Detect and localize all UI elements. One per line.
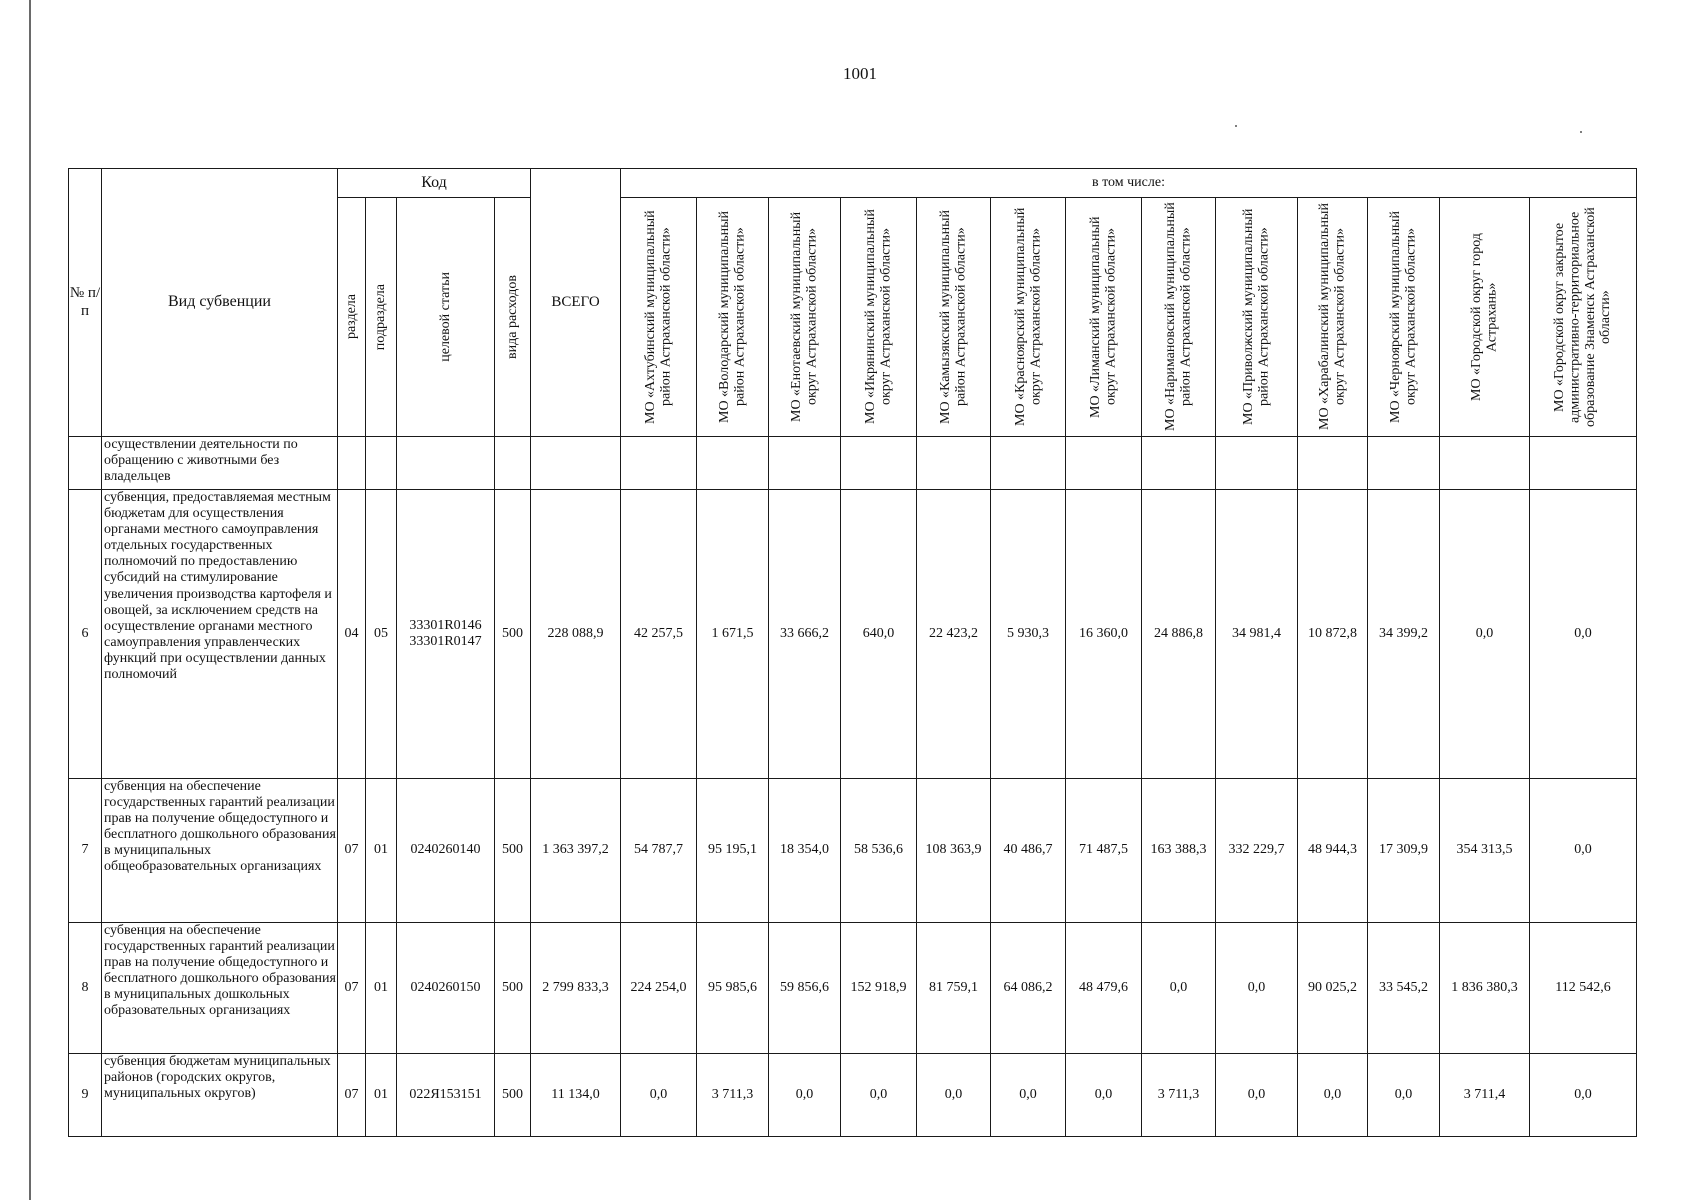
left-margin-rule: [29, 0, 31, 1200]
municipality-value: 0,0: [841, 1054, 917, 1137]
municipality-value: 18 354,0: [769, 779, 841, 923]
municipality-value: 58 536,6: [841, 779, 917, 923]
subsidy-type: субвенция, предоставляемая местным бюджетам для осуществления органами местного самоуправления отдельных государственных полномочий по предоставлению субсидий на стимулирование увеличения производства картофеля и овощей, за исключением средств на осуществление органами местного самоуправления управленческих функций при осуществлении данных полномочий: [102, 490, 338, 779]
municipality-value: [1368, 437, 1440, 490]
target-article-code: [397, 437, 495, 490]
section-code-header: раздела: [338, 198, 366, 437]
municipality-value: 22 423,2: [917, 490, 991, 779]
subsidy-type: субвенция на обеспечение государственных гарантий реализации прав на получение общедоступного и бесплатного дошкольного образования в муниципальных дошкольных образовательных организациях: [102, 923, 338, 1054]
expense-type-code: 500: [495, 1054, 531, 1137]
municipality-value: 224 254,0: [621, 923, 697, 1054]
municipality-value: 3 711,4: [1440, 1054, 1530, 1137]
row-number: 9: [69, 1054, 102, 1137]
code-header: Код: [338, 169, 531, 198]
municipality-header: МО «Ахтубинский муниципальный район Астраханской области»: [621, 198, 697, 437]
municipality-value: [917, 437, 991, 490]
municipality-value: 24 886,8: [1142, 490, 1216, 779]
municipality-value: [841, 437, 917, 490]
scan-speck: [1235, 125, 1237, 127]
expense-type-header: вида расходов: [495, 198, 531, 437]
table-row: [69, 779, 1637, 923]
row-number: 6: [69, 490, 102, 779]
subsidy-table: [68, 168, 1637, 1137]
municipality-value: 10 872,8: [1298, 490, 1368, 779]
table-row: [69, 490, 1637, 779]
target-article-code: 33301R0146 33301R0147: [397, 490, 495, 779]
target-article-code: 0240260140: [397, 779, 495, 923]
municipality-header: МО «Городской округ город Астрахань»: [1440, 198, 1530, 437]
municipality-value: [1066, 437, 1142, 490]
municipality-header: МО «Наримановский муниципальный район Астраханской области»: [1142, 198, 1216, 437]
municipality-value: 42 257,5: [621, 490, 697, 779]
municipality-header: МО «Камызякский муниципальный район Астраханской области»: [917, 198, 991, 437]
municipality-value: 0,0: [1066, 1054, 1142, 1137]
municipality-value: 95 195,1: [697, 779, 769, 923]
municipality-value: 34 981,4: [1216, 490, 1298, 779]
subsidy-type: субвенция бюджетам муниципальных районов (городских округов, муниципальных округов): [102, 1054, 338, 1137]
subsidy-type: субвенция на обеспечение государственных гарантий реализации прав на получение общедоступного и бесплатного дошкольного образования в муниципальных общеобразовательных организациях: [102, 779, 338, 923]
section-code: 07: [338, 923, 366, 1054]
municipality-value: 0,0: [1530, 490, 1637, 779]
municipality-value: 16 360,0: [1066, 490, 1142, 779]
municipality-header: МО «Черноярский муниципальный округ Астраханской области»: [1368, 198, 1440, 437]
municipality-value: 54 787,7: [621, 779, 697, 923]
municipality-value: 354 313,5: [1440, 779, 1530, 923]
municipality-value: [1142, 437, 1216, 490]
expense-type-code: [495, 437, 531, 490]
page-number: 1001: [843, 64, 877, 83]
including-header: в том числе:: [621, 169, 1637, 198]
subsection-code: 01: [366, 1054, 397, 1137]
scan-speck: [1580, 131, 1582, 133]
total-value: 228 088,9: [531, 490, 621, 779]
municipality-value: 95 985,6: [697, 923, 769, 1054]
municipality-value: 332 229,7: [1216, 779, 1298, 923]
subsidy-type: осуществлении деятельности по обращению с животными без владельцев: [102, 437, 338, 490]
municipality-value: 64 086,2: [991, 923, 1066, 1054]
municipality-value: [991, 437, 1066, 490]
municipality-value: 0,0: [1216, 1054, 1298, 1137]
municipality-value: 0,0: [1440, 490, 1530, 779]
municipality-value: [621, 437, 697, 490]
municipality-value: [769, 437, 841, 490]
municipality-value: 3 711,3: [1142, 1054, 1216, 1137]
municipality-value: 152 918,9: [841, 923, 917, 1054]
municipality-value: 40 486,7: [991, 779, 1066, 923]
section-code: [338, 437, 366, 490]
municipality-value: 48 944,3: [1298, 779, 1368, 923]
municipality-value: 33 545,2: [1368, 923, 1440, 1054]
table-row: [69, 437, 1637, 490]
municipality-value: 71 487,5: [1066, 779, 1142, 923]
municipality-value: 0,0: [1142, 923, 1216, 1054]
municipality-value: 0,0: [769, 1054, 841, 1137]
municipality-value: 81 759,1: [917, 923, 991, 1054]
subsection-code: 01: [366, 923, 397, 1054]
table-row: [69, 1054, 1637, 1137]
municipality-value: 59 856,6: [769, 923, 841, 1054]
municipality-value: [1440, 437, 1530, 490]
municipality-value: [1530, 437, 1637, 490]
municipality-value: 1 671,5: [697, 490, 769, 779]
municipality-header: МО «Красноярский муниципальный округ Астраханской области»: [991, 198, 1066, 437]
municipality-value: 17 309,9: [1368, 779, 1440, 923]
total-value: 11 134,0: [531, 1054, 621, 1137]
subsection-code: [366, 437, 397, 490]
total-header: ВСЕГО: [531, 169, 621, 437]
municipality-value: [1298, 437, 1368, 490]
expense-type-code: 500: [495, 923, 531, 1054]
header-row-1: [69, 169, 1637, 198]
target-article-header: целевой статьи: [397, 198, 495, 437]
municipality-header: МО «Лиманский муниципальный округ Астраханской области»: [1066, 198, 1142, 437]
row-number: 8: [69, 923, 102, 1054]
municipality-value: 0,0: [1368, 1054, 1440, 1137]
municipality-header: МО «Харабалинский муниципальный округ Астраханской области»: [1298, 198, 1368, 437]
municipality-value: 34 399,2: [1368, 490, 1440, 779]
subsidy-type-header: Вид субвенции: [102, 169, 338, 437]
municipality-value: 108 363,9: [917, 779, 991, 923]
municipality-value: 1 836 380,3: [1440, 923, 1530, 1054]
target-article-code: 0240260150: [397, 923, 495, 1054]
municipality-value: 0,0: [1298, 1054, 1368, 1137]
municipality-value: 5 930,3: [991, 490, 1066, 779]
municipality-value: 33 666,2: [769, 490, 841, 779]
section-code: 07: [338, 779, 366, 923]
subsection-code: 05: [366, 490, 397, 779]
subsection-code: 01: [366, 779, 397, 923]
total-value: 2 799 833,3: [531, 923, 621, 1054]
municipality-value: 163 388,3: [1142, 779, 1216, 923]
municipality-header: МО «Икрянинский муниципальный округ Астраханской области»: [841, 198, 917, 437]
row-number: [69, 437, 102, 490]
expense-type-code: 500: [495, 490, 531, 779]
municipality-value: 0,0: [1530, 1054, 1637, 1137]
municipality-value: 48 479,6: [1066, 923, 1142, 1054]
municipality-value: 112 542,6: [1530, 923, 1637, 1054]
municipality-header: МО «Володарский муниципальный район Астраханской области»: [697, 198, 769, 437]
section-code: 07: [338, 1054, 366, 1137]
section-code: 04: [338, 490, 366, 779]
municipality-value: 640,0: [841, 490, 917, 779]
municipality-value: 0,0: [917, 1054, 991, 1137]
total-value: 1 363 397,2: [531, 779, 621, 923]
municipality-value: 3 711,3: [697, 1054, 769, 1137]
row-number: 7: [69, 779, 102, 923]
total-value: [531, 437, 621, 490]
row-number-header: № п/п: [69, 169, 102, 437]
municipality-value: 0,0: [621, 1054, 697, 1137]
target-article-code: 022Я153151: [397, 1054, 495, 1137]
municipality-header: МО «Городской округ закрытое административно-территориальное образование Знаменск Астраханской области»: [1530, 198, 1637, 437]
table-row: [69, 923, 1637, 1054]
municipality-value: [697, 437, 769, 490]
municipality-value: 0,0: [991, 1054, 1066, 1137]
municipality-value: 90 025,2: [1298, 923, 1368, 1054]
subsection-code-header: подраздела: [366, 198, 397, 437]
municipality-header: МО «Приволжский муниципальный район Астраханской области»: [1216, 198, 1298, 437]
municipality-header: МО «Енотаевский муниципальный округ Астраханской области»: [769, 198, 841, 437]
municipality-value: 0,0: [1216, 923, 1298, 1054]
municipality-value: [1216, 437, 1298, 490]
municipality-value: 0,0: [1530, 779, 1637, 923]
expense-type-code: 500: [495, 779, 531, 923]
